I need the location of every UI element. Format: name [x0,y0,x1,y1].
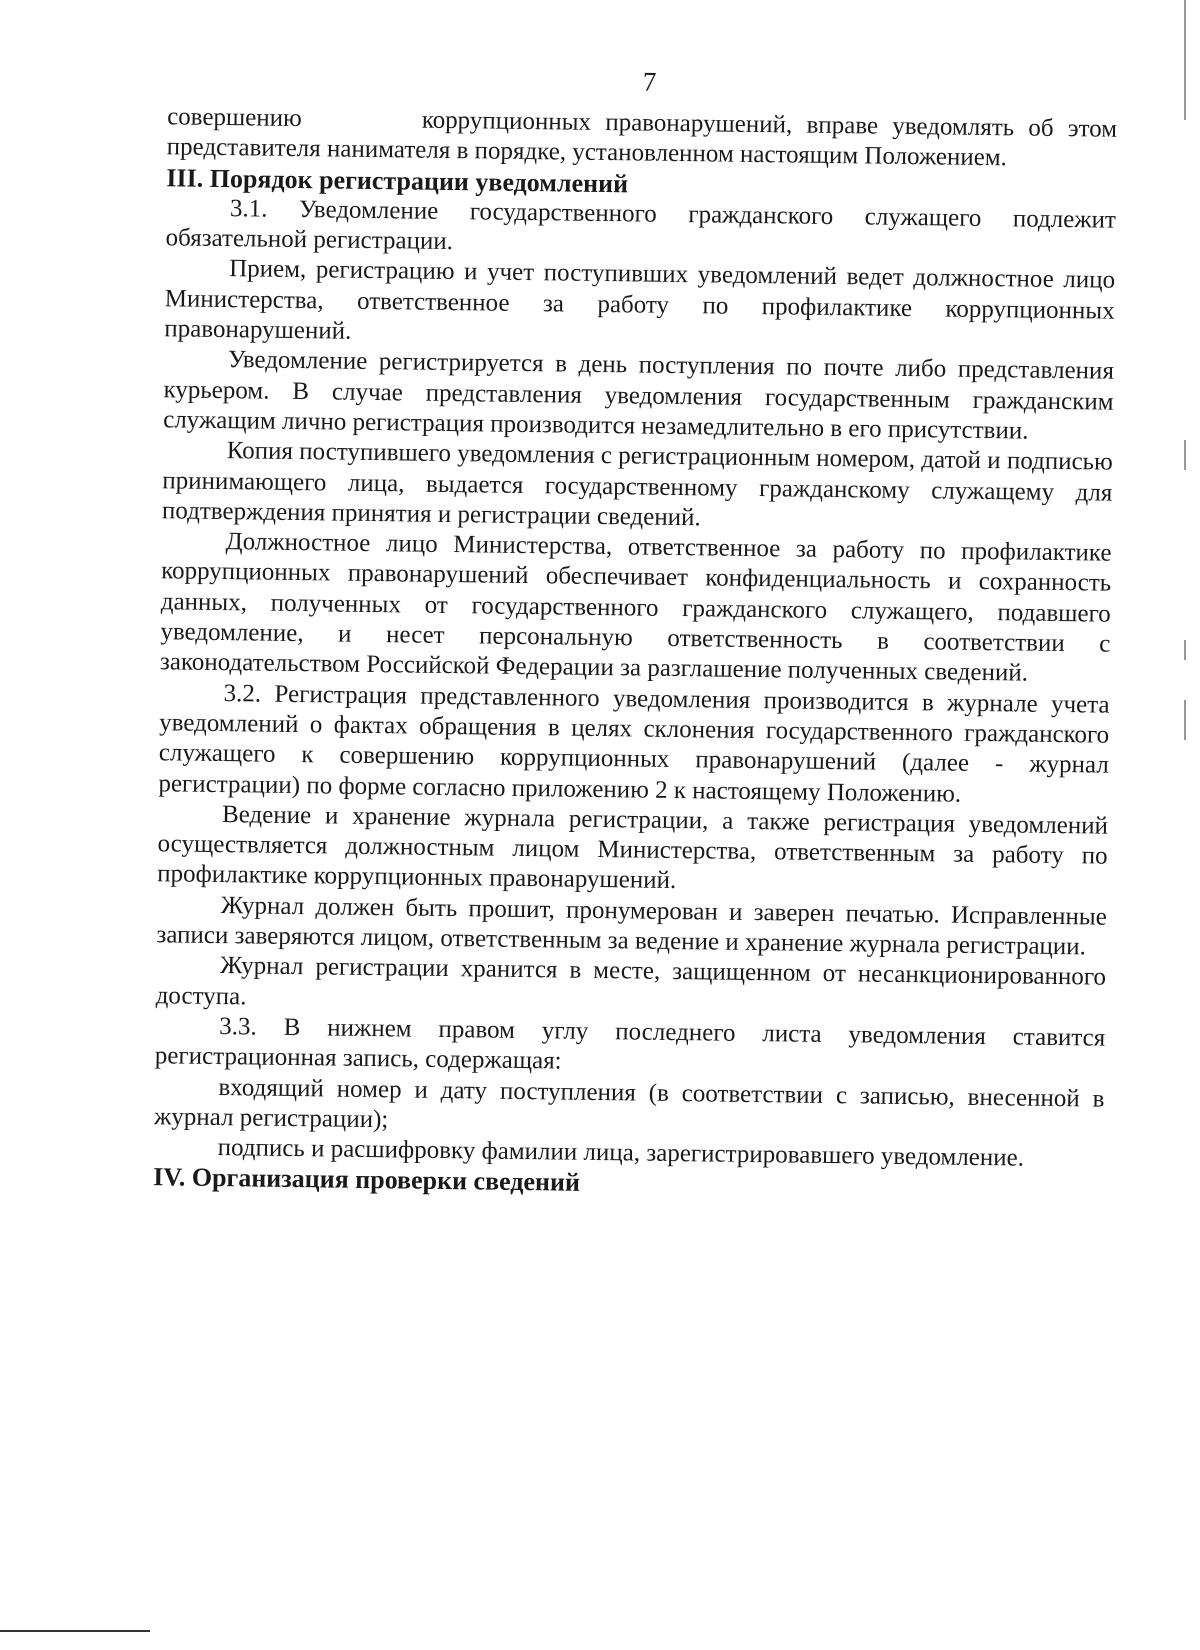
paragraph-confidentiality: Должностное лицо Министерства, ответственное за работу по профилактике коррупционных правонарушений обеспечивает конфиденциальность и сохранность данных, полученных от государственного гражданского служащего, подавшего уведомление, и несет персональную ответственность в соответствии с законодательством Российской Федерации за разглашение полученных сведений. [159,528,1112,687]
paragraph-signature: подпись и расшифровку фамилии лица, зарегистрировавшего уведомление. [217,1134,1025,1172]
paragraph-3-1: 3.1. Уведомление государственного гражданского служащего подлежит обязательной регистрации. [165,194,1117,256]
scan-margin-mark [1184,440,1186,470]
paragraph-copy: Копия поступившего уведомления с регистрационным номером, датой и подписью принимающего лица, выдается государственному гражданскому служащему для подтверждения принятия и регистрации сведений. [161,437,1113,532]
paragraph-3-2: 3.2. Регистрация представленного уведомления производится в журнале учета уведомлений о фактах обращения в целях склонения государственного гражданского служащего к совершению коррупционных правонарушений (далее - журнал регистрации) по форме согласно приложению 2 к настоящему Положению. [158,679,1110,808]
section-3-heading: III. Порядок регистрации уведомлений [166,162,629,198]
intro-first-word: совершению [166,103,302,133]
document-body [153,102,1117,1205]
paragraph-registration-day: Уведомление регистрируется в день поступления по почте либо представления курьером. В случае представления уведомления государственным гражданским служащим лично регистрация производится незамедлительно в его присутствии. [163,346,1115,445]
paragraph-3-3: 3.3. В нижнем правом углу последнего листа уведомления ставится регистрационная запись, содержащая: [154,1012,1106,1075]
scan-margin-mark [1184,640,1186,660]
scan-edge-line [0,1630,150,1632]
intro-gap [302,126,422,128]
section-4-heading: IV. Организация проверки сведений [153,1162,581,1198]
paragraph-journal-storage: Журнал регистрации хранится в месте, защищенном от несанкционированного доступа. [155,952,1107,1010]
paragraph-journal-stitched: Журнал должен быть прошит, пронумерован и заверен печатью. Исправленные записи заверяются лицом, ответственным за ведение и хранение журнала регистрации. [156,891,1107,961]
paragraph-journal-keeping: Ведение и хранение журнала регистрации, а также регистрация уведомлений осуществляется должностным лицом Министерства, ответственным за работу по профилактике коррупционных правонарушений. [157,800,1109,895]
paragraph-incoming-number: входящий номер и дату поступления (в соответствии с записью, внесенной в журнал регистрации); [153,1073,1105,1134]
paragraph-reception: Прием, регистрацию и учет поступивших уведомлений ведет должностное лицо Министерства, ответственное за работу по профилактике коррупционных правонарушений. [164,255,1116,345]
scan-margin-mark [1184,0,1186,120]
page-number: 7 [642,66,657,97]
scan-margin-mark [1184,700,1186,740]
intro-rest: коррупционных правонарушений, вправе уведомлять об этом представителя нанимателя в порядке, установленном настоящим Положением. [166,106,1118,172]
